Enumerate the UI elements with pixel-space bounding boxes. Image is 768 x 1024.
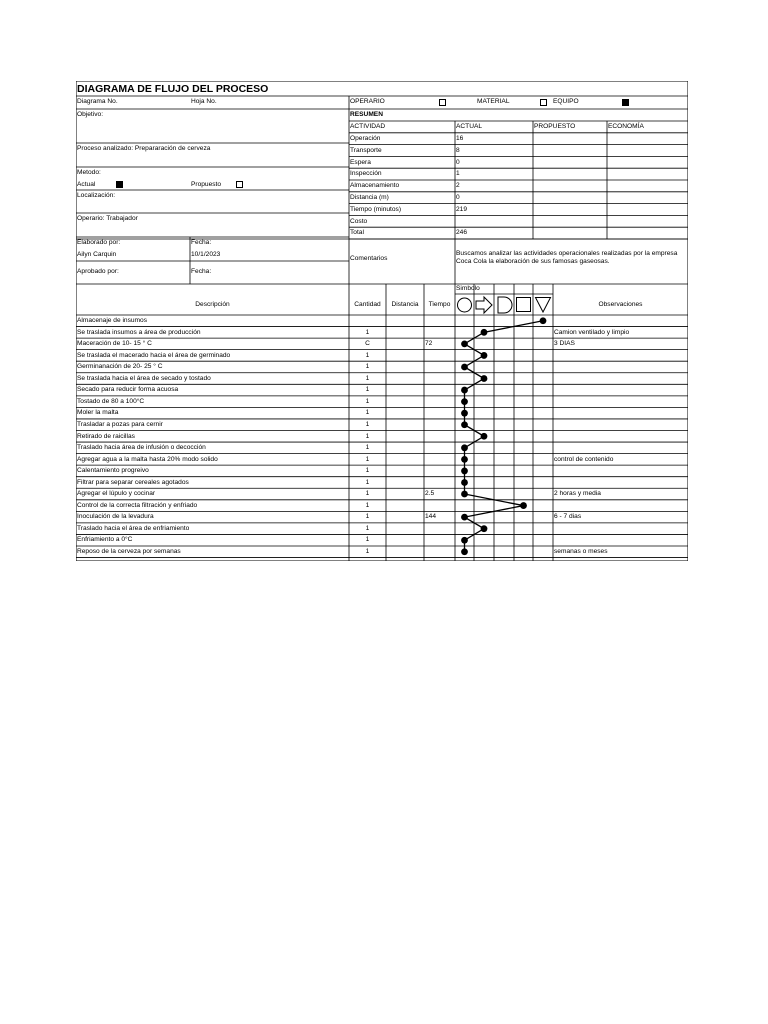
- row-qty: 1: [365, 328, 370, 336]
- flow-point: [461, 537, 468, 544]
- row-obs: 3 DIAS: [554, 340, 575, 348]
- row-desc: Trasladar a pozas para cernir: [77, 420, 163, 428]
- flow-point: [461, 491, 468, 498]
- objective-label: Objetivo:: [77, 111, 104, 118]
- summary-row-actual: 1: [456, 170, 460, 178]
- flow-point: [461, 468, 468, 475]
- row-qty: 1: [365, 524, 370, 532]
- row-qty: 1: [365, 374, 370, 382]
- date-value: 10/1/2023: [191, 251, 221, 258]
- summary-row-label: Distancia (m): [350, 194, 389, 201]
- row-desc: Traslado hacia el área de enfriamiento: [77, 524, 190, 532]
- row-qty: 1: [365, 536, 370, 544]
- row-desc: Tostado de 80 a 100°C: [77, 397, 145, 405]
- row-qty: 1: [365, 490, 370, 498]
- symbol-label: Simbolo: [456, 285, 480, 292]
- page-title: DIAGRAMA DE FLUJO DEL PROCESO: [77, 83, 269, 95]
- summary-row-label: Espera: [350, 158, 371, 166]
- flow-point: [481, 433, 488, 440]
- flow-point: [461, 398, 468, 405]
- summary-row-actual: 0: [456, 158, 460, 166]
- row-desc: Almacenaje de insumos: [77, 317, 148, 324]
- summary-row-label: Costo: [350, 217, 368, 225]
- row-desc: Retirado de raicillas: [77, 432, 135, 440]
- summary-col-proposed: PROPUESTO: [534, 123, 576, 130]
- proposed-label: Propuesto: [191, 181, 222, 188]
- summary-row-actual: 246: [456, 229, 468, 237]
- location-label: Localización:: [77, 192, 116, 199]
- flow-point: [540, 317, 547, 324]
- summary-row-label: Almacenamiento: [350, 182, 400, 190]
- row-desc: Calentamiento progreivo: [77, 467, 149, 475]
- summary-row-label: Inspección: [350, 170, 382, 178]
- flow-point: [461, 444, 468, 451]
- summary-row-actual: 16: [456, 135, 464, 142]
- row-qty: 1: [365, 363, 370, 371]
- row-desc: Traslado hacia área de infusión o decocción: [77, 444, 206, 452]
- row-qty: 1: [365, 409, 370, 417]
- row-obs: semanas o meses: [554, 548, 608, 555]
- summary-col-activity: ACTIVIDAD: [350, 123, 386, 130]
- flow-point: [461, 479, 468, 486]
- sheet-no-label: Hoja No.: [191, 98, 217, 105]
- summary-row-actual: 2: [456, 182, 460, 190]
- diagram-no-label: Diagrama No.: [77, 98, 118, 105]
- row-qty: 1: [365, 548, 370, 555]
- row-qty: 1: [365, 455, 370, 463]
- col-observations: Observaciones: [598, 301, 643, 308]
- col-quantity: Cantidad: [354, 301, 381, 308]
- row-desc: Se traslada el macerado hacia el área de germinado: [77, 351, 231, 359]
- summary-row-label: Tiempo (minutos): [350, 205, 402, 213]
- row-qty: 1: [365, 420, 370, 428]
- date-label-2: Fecha:: [191, 268, 212, 275]
- row-desc: Se traslada insumos a área de producción: [77, 328, 201, 336]
- col-description: Descripción: [195, 301, 230, 308]
- flow-polyline: [465, 321, 544, 552]
- row-desc: Control de la correcta filtración y enfriado: [77, 501, 198, 509]
- flow-point: [461, 548, 468, 555]
- prepared-by-label: Elaborado por:: [77, 239, 121, 246]
- summary-row-actual: 8: [456, 146, 460, 154]
- flow-point: [461, 456, 468, 463]
- process-label: Proceso analizado: Prepararación de cerveza: [77, 145, 211, 152]
- row-desc: Agregar el lúpulo y cocinar: [77, 490, 156, 498]
- operario-label: OPERARIO: [350, 98, 385, 105]
- actual-label: Actual: [77, 181, 96, 188]
- flow-point: [461, 364, 468, 371]
- row-obs: 6 - 7 dias: [554, 513, 582, 521]
- row-desc: Reposo de la cerveza por semanas: [77, 548, 181, 555]
- row-obs: control de contenido: [554, 455, 614, 463]
- summary-col-actual: ACTUAL: [456, 123, 483, 130]
- date-label: Fecha:: [191, 239, 212, 246]
- row-desc: Inoculación de la levadura: [77, 513, 154, 521]
- flow-point: [520, 502, 527, 509]
- row-obs: 2 horas y media: [554, 490, 601, 498]
- row-desc: Moler la malta: [77, 409, 119, 417]
- row-qty: 1: [365, 351, 370, 359]
- summary-col-economy: ECONOMÍA: [608, 123, 644, 130]
- flow-point: [461, 387, 468, 394]
- summary-title: RESUMEN: [350, 111, 383, 118]
- flow-point: [461, 421, 468, 428]
- row-qty: 1: [365, 444, 370, 452]
- row-time: 144: [425, 513, 437, 521]
- summary-row-actual: 0: [456, 194, 460, 201]
- row-desc: Filtrar para separar cereales agotados: [77, 478, 189, 486]
- equipo-label: EQUIPO: [553, 98, 579, 105]
- row-time: 2.5: [425, 490, 435, 498]
- method-label: Metodo:: [77, 169, 101, 176]
- flow-point: [461, 410, 468, 417]
- row-qty: 1: [365, 467, 370, 475]
- comments-text: Buscamos analizar las actividades operacionales realizadas por la empresa Coca Cola la elaboración de sus famosas gaseosas.: [456, 250, 678, 265]
- row-qty: 1: [365, 501, 370, 509]
- summary-row-label: Transporte: [350, 146, 382, 154]
- flow-point: [461, 340, 468, 347]
- row-qty: 1: [365, 478, 370, 486]
- row-qty: 1: [365, 386, 370, 394]
- flow-line: [76, 81, 688, 561]
- flow-point: [481, 375, 488, 382]
- process-flow-sheet: [76, 81, 688, 561]
- row-desc: Enfriamiento a 0°C: [77, 536, 133, 544]
- row-desc: Secado para reducir forma acuosa: [77, 386, 179, 394]
- row-qty: C: [365, 340, 370, 348]
- operator-label: Operario: Trabajador: [77, 215, 138, 222]
- comments-label: Comentarios: [350, 255, 388, 262]
- row-time: 72: [425, 340, 433, 348]
- flow-point: [481, 525, 488, 532]
- row-qty: 1: [365, 513, 370, 521]
- row-desc: Se traslada hacia el área de secado y tostado: [77, 374, 211, 382]
- row-qty: 1: [365, 432, 370, 440]
- col-time: Tiempo: [428, 301, 451, 308]
- row-desc: Agregar agua a la malta hasta 20% modo solido: [77, 455, 218, 463]
- summary-row-label: Total: [350, 229, 364, 237]
- prepared-by-value: Ailyn Carquin: [77, 251, 117, 258]
- approved-by-label: Aprobado por:: [77, 268, 119, 275]
- row-qty: 1: [365, 397, 370, 405]
- summary-row-label: Operación: [350, 135, 381, 142]
- flow-point: [481, 352, 488, 359]
- summary-row-actual: 219: [456, 205, 468, 213]
- flow-point: [481, 329, 488, 336]
- col-distance: Distancia: [391, 301, 419, 308]
- flow-point: [461, 514, 468, 521]
- row-desc: Germinanación de 20- 25 ° C: [77, 363, 163, 371]
- row-desc: Maceración de 10- 15 ° C: [77, 340, 152, 348]
- row-obs: Camion ventilado y limpio: [554, 328, 630, 336]
- material-label: MATERIAL: [477, 98, 510, 105]
